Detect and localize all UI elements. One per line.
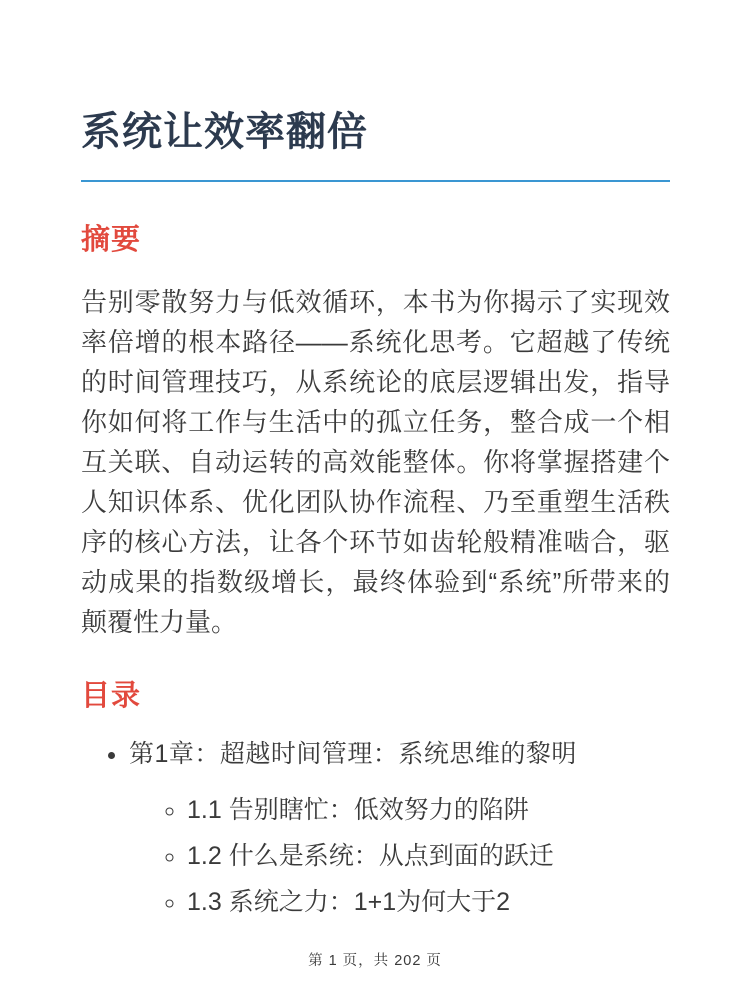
toc-section-item: ◦ 1.1 告别瞎忙：低效努力的陷阱 — [187, 797, 670, 824]
toc-heading: 目录 — [81, 680, 142, 712]
summary-heading: 摘要 — [81, 224, 142, 256]
title-divider — [81, 180, 670, 182]
summary-paragraph: 告别零散努力与低效循环，本书为你揭示了实现效率倍增的根本路径——系统化思考。它超越了传统的时间管理技巧，从系统论的底层逻辑出发，指导你如何将工作与生活中的孤立任务，整合成一个相互关联、自动运转的高效能整体。你将掌握搭建个人知识体系、优化团队协作流程、乃至重塑生活秩序的核心方法，让各个环节如齿轮般精准啮合，驱动成果的指数级增长，最终体验到“系统”所带来的颠覆性力量。 — [81, 287, 670, 637]
page-title: 系统让效率翻倍 — [81, 110, 368, 154]
toc-chapter-item — [129, 741, 670, 916]
toc-section-item: ◦ 1.2 什么是系统：从点到面的跃迁 — [187, 843, 670, 870]
toc-sublist — [129, 797, 670, 916]
toc-list — [81, 741, 670, 916]
page-number-indicator: 第 1 页，共 202 页 — [308, 953, 442, 969]
toc-section-item: ◦ 1.3 系统之力：1+1为何大于2 — [187, 889, 670, 916]
toc-chapter-label: 第1章：超越时间管理：系统思维的黎明 — [129, 740, 577, 768]
